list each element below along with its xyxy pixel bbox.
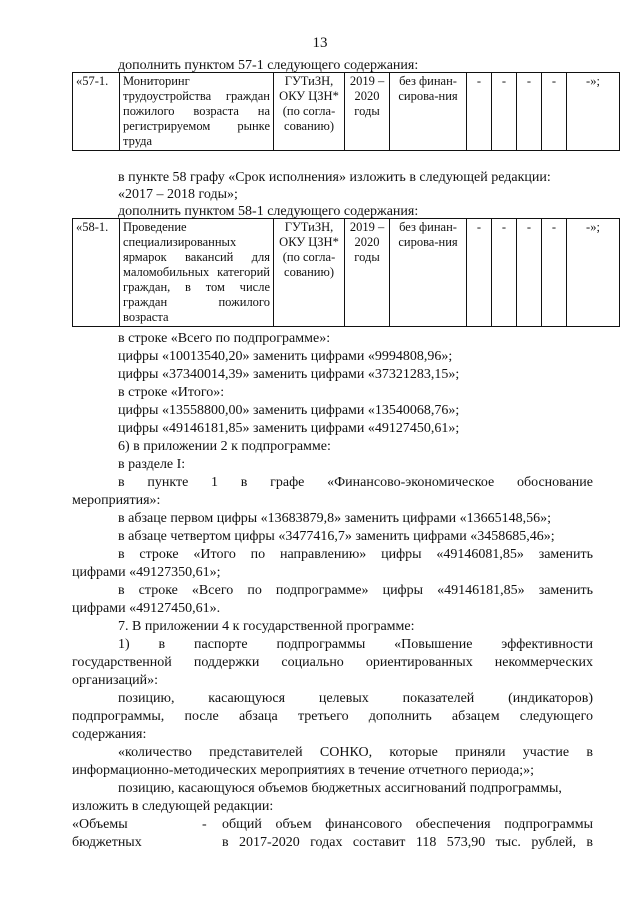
table-cell-end: -»;: [567, 219, 620, 327]
page-number: 13: [312, 35, 328, 51]
paragraph-line: информационно-методических мероприятиях в течение отчетного периода;»;: [72, 763, 534, 778]
text-line: цифры «10013540,20» заменить цифрами «9994808,96»;: [118, 349, 453, 364]
table-cell-dash: -: [492, 73, 517, 151]
paragraph-line: «количество представителей СОНКО, которые приняли участие в: [118, 745, 593, 760]
table-cell-name: Мониторинг трудоустройства граждан пожилого возраста на регистрируемом рынке труда: [120, 73, 274, 151]
table-right-text: в 2017-2020 годах составит 118 573,90 тыс. рублей, в: [222, 835, 593, 850]
table-cell-dash: -: [517, 219, 542, 327]
table-cell-fin: без финан-сирова-ния: [390, 73, 467, 151]
text-line: 6) в приложении 2 к подпрограмме:: [118, 439, 331, 454]
paragraph-line: цифрами «49127450,61».: [72, 601, 221, 616]
table-cell-dash: -: [492, 219, 517, 327]
table-row: [73, 219, 620, 327]
table-cell-num: «57-1.: [73, 73, 120, 151]
text-line: цифры «49146181,85» заменить цифрами «49127450,61»;: [118, 421, 460, 436]
table-cell-exec: ГУТиЗН, ОКУ ЦЗН* (по согла-сованию): [274, 73, 345, 151]
paragraph-line: 7. В приложении 4 к государственной программе:: [118, 619, 415, 634]
paragraph-line: позицию, касающуюся объемов бюджетных ассигнований подпрограммы,: [118, 781, 562, 796]
table-cell-dash: -: [467, 219, 492, 327]
paragraph-line: подпрограммы, после абзаца третьего дополнить абзацем следующего: [72, 709, 593, 724]
table-cell-dash: -: [517, 73, 542, 151]
table-cell-fin: без финан-сирова-ния: [390, 219, 467, 327]
table-row: [73, 73, 620, 151]
table-cell-dash: -: [467, 73, 492, 151]
paragraph-line: 1) в паспорте подпрограммы «Повышение эффективности: [118, 637, 593, 652]
table-cell-dash: -: [542, 219, 567, 327]
paragraph-line: в строке «Итого по направлению» цифры «49146081,85» заменить: [118, 547, 593, 562]
table-58: [72, 218, 620, 327]
text-line: в разделе I:: [118, 457, 186, 472]
intro-58: дополнить пунктом 58-1 следующего содержания:: [118, 204, 419, 219]
paragraph-line: в строке «Всего по подпрограмме» цифры «49146181,85» заменить: [118, 583, 593, 598]
text-line: в строке «Итого»:: [118, 385, 225, 400]
dash-separator: -: [202, 817, 207, 832]
paragraph-line: мероприятия»:: [72, 493, 161, 508]
text-line: в строке «Всего по подпрограмме»:: [118, 331, 331, 346]
table-right-text: общий объем финансового обеспечения подпрограммы: [222, 817, 593, 832]
text-line: цифры «13558800,00» заменить цифрами «13540068,76»;: [118, 403, 460, 418]
paragraph-line: организаций»:: [72, 673, 159, 688]
paragraph-line: государственной поддержки социально ориентированных некоммерческих: [72, 655, 593, 670]
paragraph-line: цифрами «49127350,61»;: [72, 565, 221, 580]
paragraph-line: в пункте 1 в графе «Финансово-экономическое обоснование: [118, 475, 593, 490]
paragraph-line: в абзаце первом цифры «13683879,8» заменить цифрами «13665148,56»;: [118, 511, 551, 526]
table-cell-num: «58-1.: [73, 219, 120, 327]
table-cell-name: Проведение специализированных ярмарок вакансий для маломобильных категорий граждан, в том числе граждан пожилого возраста: [120, 219, 274, 327]
line-58b: «2017 – 2018 годы»;: [118, 187, 238, 202]
table-cell-year: 2019 – 2020 годы: [345, 219, 390, 327]
intro-57: дополнить пунктом 57-1 следующего содержания:: [118, 58, 419, 73]
table-cell-year: 2019 – 2020 годы: [345, 73, 390, 151]
paragraph-line: позицию, касающуюся целевых показателей (индикаторов): [118, 691, 593, 706]
table-57: [72, 72, 620, 151]
table-cell-exec: ГУТиЗН, ОКУ ЦЗН* (по согла-сованию): [274, 219, 345, 327]
line-58a: в пункте 58 графу «Срок исполнения» изложить в следующей редакции:: [118, 170, 551, 185]
table-cell-dash: -: [542, 73, 567, 151]
text-line: цифры «37340014,39» заменить цифрами «37321283,15»;: [118, 367, 460, 382]
table-left-label: бюджетных: [72, 835, 142, 850]
paragraph-line: в абзаце четвертом цифры «3477416,7» заменить цифрами «3458685,46»;: [118, 529, 555, 544]
table-cell-end: -»;: [567, 73, 620, 151]
paragraph-line: содержания:: [72, 727, 147, 742]
paragraph-line: изложить в следующей редакции:: [72, 799, 274, 814]
table-left-label: «Объемы: [72, 817, 128, 832]
